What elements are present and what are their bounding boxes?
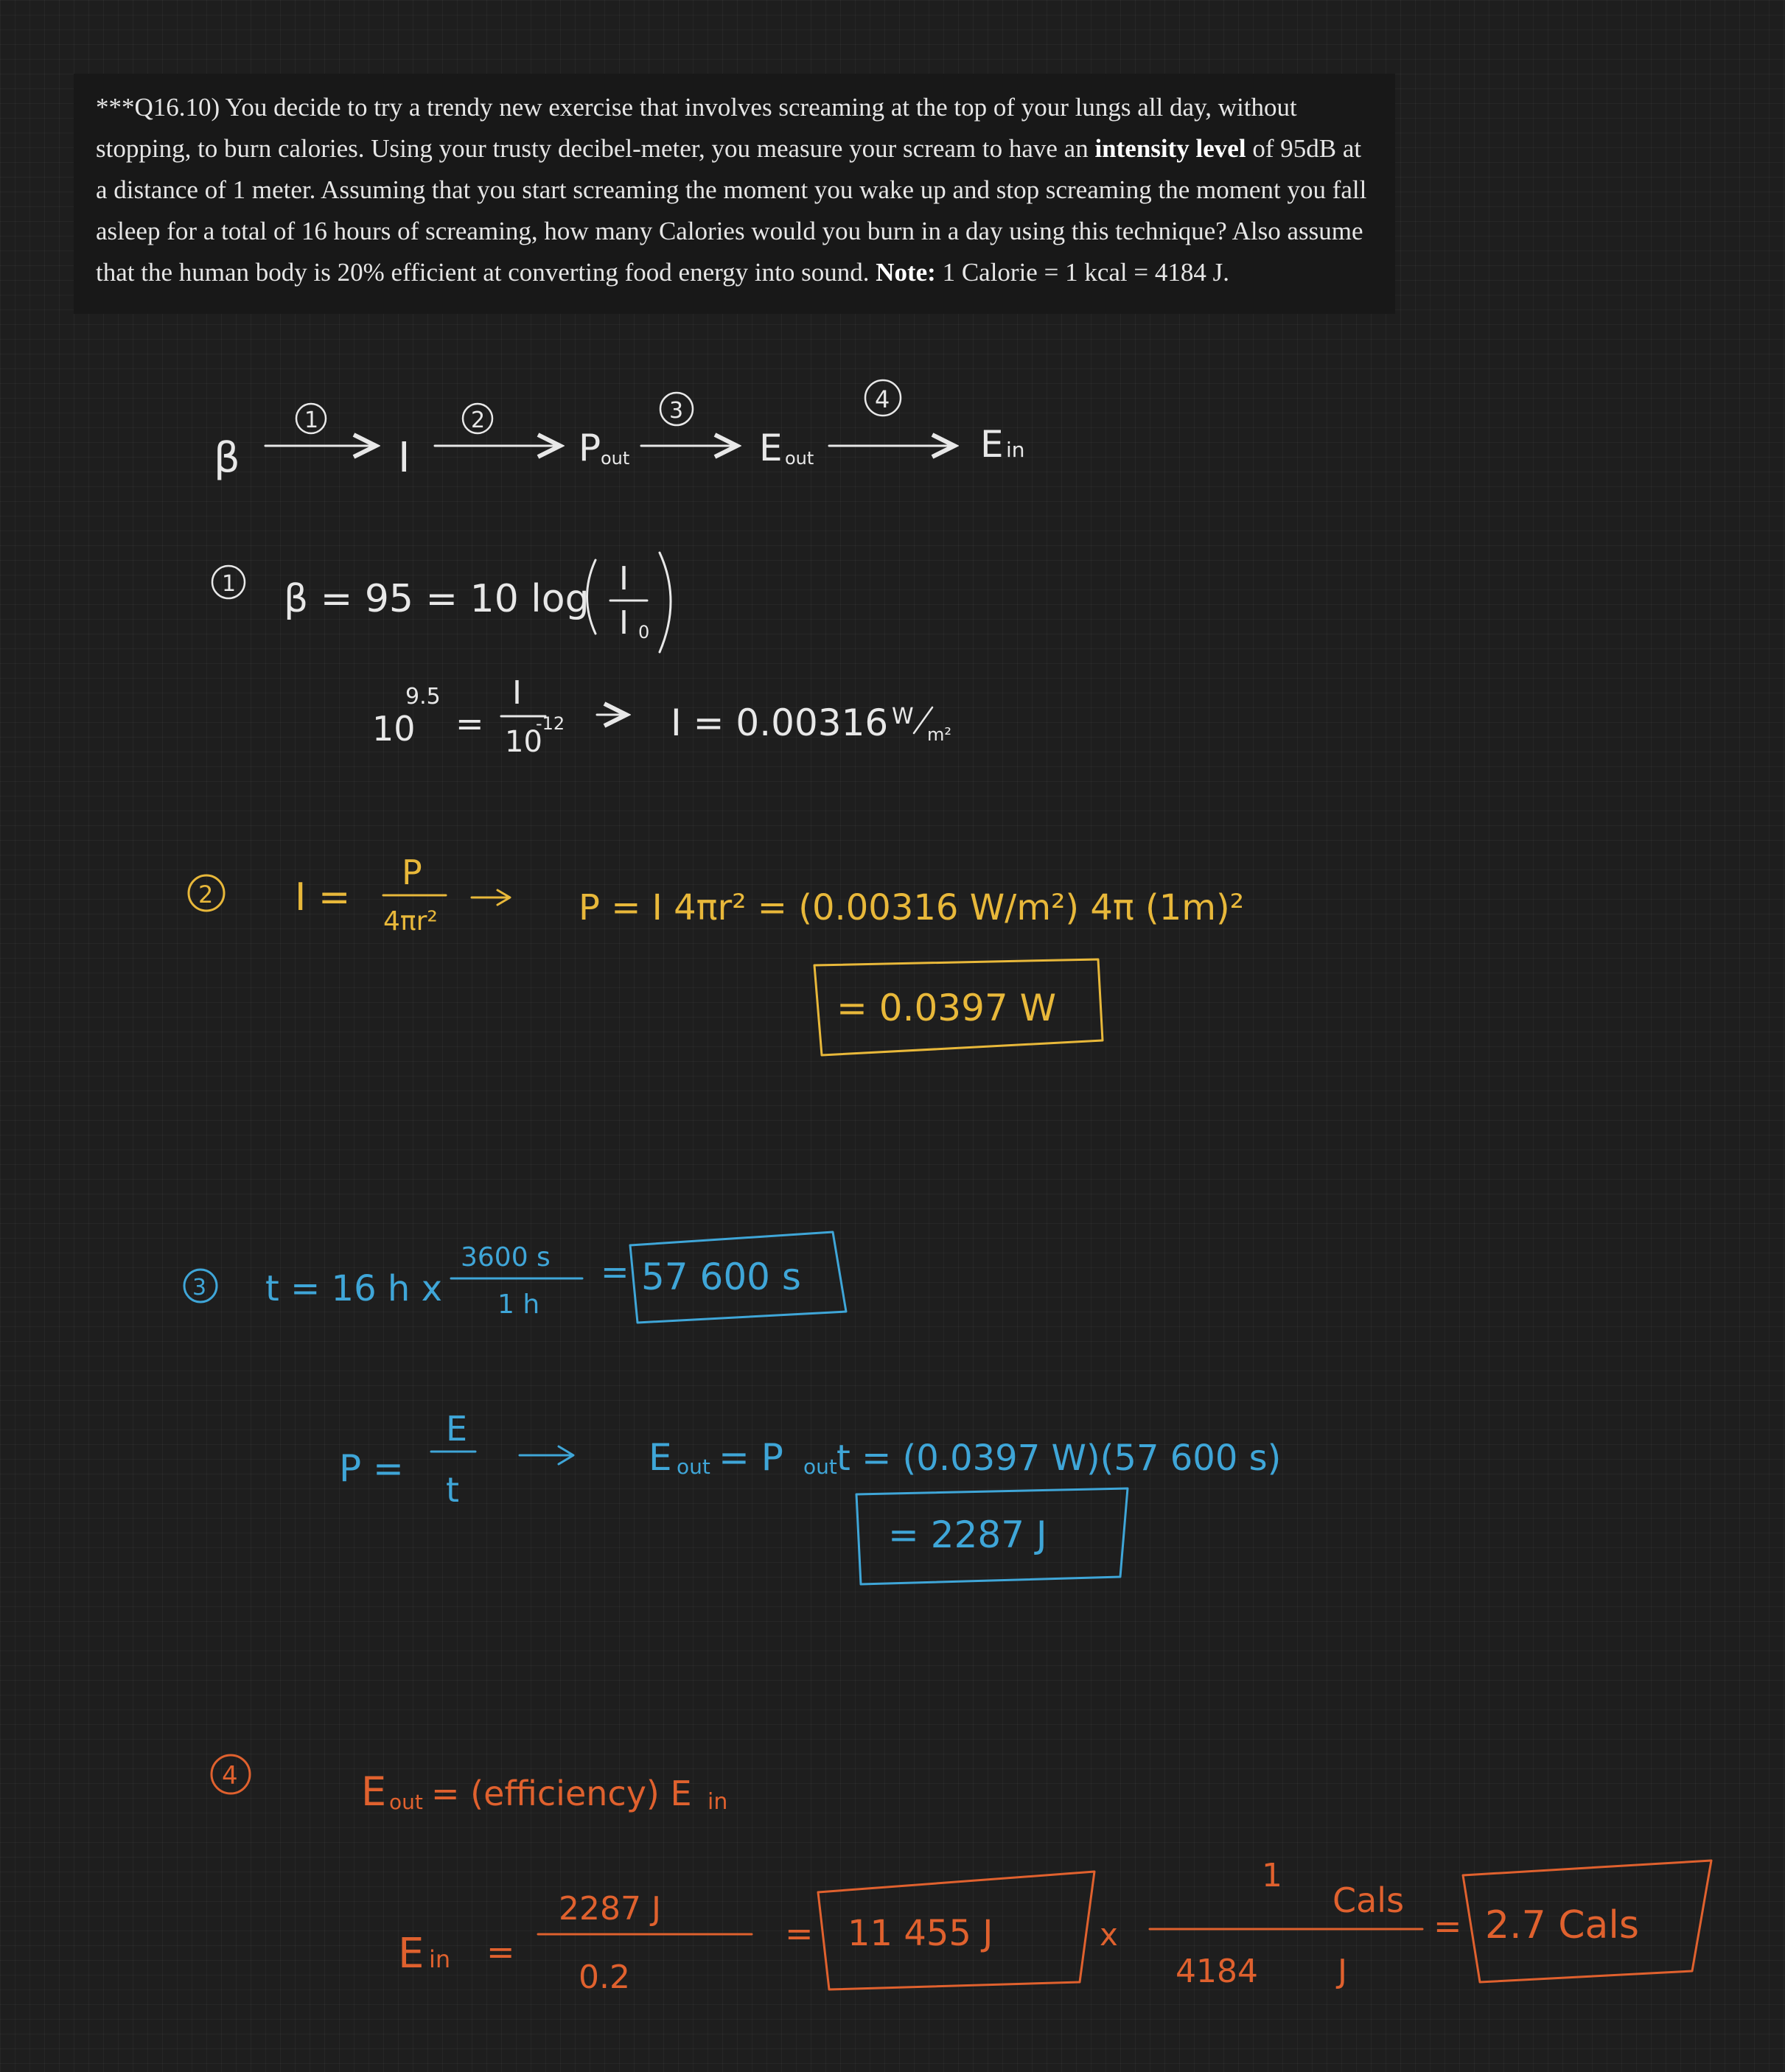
step-2-frac-den: 4πr²: [383, 906, 438, 937]
roadmap-beta: β: [214, 434, 240, 482]
step-4-final: 2.7 Cals: [1485, 1903, 1639, 1947]
problem-text-suffix: 1 Calorie = 1 kcal = 4184 J.: [935, 258, 1229, 287]
step-4-frac-den: 0.2: [579, 1959, 630, 1996]
step-3-eq-sign: =: [601, 1252, 629, 1292]
step-4-eq-E-sub: out: [389, 1790, 423, 1814]
roadmap-step-2: 2: [471, 407, 486, 433]
step-3-result: 57 600 s: [641, 1256, 801, 1298]
step-4-eq-rest: = (efficiency) E: [431, 1774, 692, 1813]
step-2-frac-num: P: [402, 853, 422, 892]
step-2: [189, 853, 1244, 1055]
step-4-eq-sign-2: =: [785, 1914, 814, 1953]
step-4-number: 4: [222, 1761, 238, 1791]
roadmap-P: P: [579, 427, 601, 469]
step-2-lhs: I =: [295, 875, 351, 920]
step-1-unit-num: W: [892, 704, 914, 729]
step-3-lhs: t = 16 h x: [265, 1268, 442, 1309]
roadmap-step-4: 4: [875, 385, 890, 413]
step-3-eq-E: E: [649, 1436, 672, 1479]
roadmap: [214, 380, 1025, 482]
step-3-eq-result: = 2287 J: [888, 1513, 1047, 1556]
step-3-eq-mid: = P: [719, 1436, 783, 1479]
step-1-rhs-den: 10: [505, 725, 542, 759]
roadmap-I: I: [398, 434, 411, 482]
roadmap-P-sub: out: [601, 448, 630, 469]
step-1-frac-den: I: [619, 604, 629, 642]
roadmap-step-3: 3: [669, 398, 684, 424]
step-4-times: x: [1100, 1917, 1118, 1953]
step-1-equation: β = 95 = 10 log: [284, 577, 590, 621]
step-1-unit-den: m²: [927, 724, 951, 745]
step-1-number: 1: [222, 571, 237, 597]
step-3-p-num: E: [446, 1409, 468, 1449]
problem-text-middle: of 95dB at a distance of 1 meter. Assuming that you start screaming the moment you wake up and stop screaming the moment you fall asleep for a total of 16 hours of screaming, how many Calories would you burn in a day using this technique? Also assume that the human body is 20% efficient at converting food energy into sound.: [96, 134, 1367, 287]
step-4: [212, 1755, 1711, 1996]
step-3-eq-E-sub: out: [677, 1455, 710, 1479]
step-1-exp: 9.5: [405, 684, 441, 710]
step-3-frac-den: 1 h: [497, 1289, 540, 1320]
roadmap-E: E: [759, 427, 783, 469]
roadmap-E-sub: out: [785, 448, 814, 469]
step-1-rhs-den-exp: -12: [536, 713, 565, 734]
step-1-base: 10: [372, 709, 416, 749]
step-3-frac-num: 3600 s: [461, 1242, 551, 1273]
step-1-result: I = 0.00316: [671, 701, 889, 744]
problem-text-prefix: ***Q16.10) You decide to try a trendy new exercise that involves screaming at the top of your lungs all day, without stopping, to burn calories. Using your trusty decibel-meter, you measure your scream to have an: [96, 93, 1297, 163]
step-3-p-den: t: [446, 1470, 460, 1510]
step-3-p-lhs: P =: [339, 1447, 404, 1490]
step-4-lhs: E: [398, 1930, 425, 1978]
step-4-conv-unit: Cals: [1332, 1880, 1405, 1920]
step-4-eq-E: E: [361, 1768, 387, 1815]
step-1-frac-den-sub: 0: [638, 622, 650, 643]
step-1-rhs-num: I: [512, 674, 522, 712]
step-3-eq-mid-sub: out: [803, 1455, 837, 1479]
problem-bold-note: Note:: [876, 258, 936, 287]
roadmap-Ein: E: [980, 423, 1004, 466]
step-1: [212, 553, 951, 759]
step-4-conv-num: 1: [1262, 1857, 1282, 1894]
step-2-number: 2: [198, 881, 214, 909]
step-2-result: = 0.0397 W: [836, 987, 1057, 1029]
roadmap-Ein-sub: in: [1006, 438, 1025, 462]
step-4-conv-den: 4184: [1176, 1953, 1258, 1990]
step-4-eq-rest-sub: in: [708, 1789, 728, 1815]
step-3-eq-rest: t = (0.0397 W)(57 600 s): [836, 1438, 1282, 1479]
step-4-frac-num: 2287 J: [559, 1890, 661, 1928]
step-1-eq: =: [455, 704, 484, 743]
step-4-eq-sign: =: [486, 1932, 515, 1972]
step-4-lhs-sub: in: [429, 1945, 451, 1973]
step-4-eq-sign-3: =: [1433, 1906, 1462, 1946]
step-4-result1: 11 455 J: [848, 1913, 993, 1954]
problem-bold-intensity: intensity level: [1094, 134, 1246, 163]
step-3: [184, 1232, 1281, 1584]
roadmap-step-1: 1: [304, 407, 319, 433]
step-3-number: 3: [192, 1275, 207, 1301]
step-2-equation: P = I 4πr² = (0.00316 W/m²) 4π (1m)²: [579, 887, 1245, 928]
step-4-conv-den-unit: J: [1338, 1953, 1347, 1990]
step-1-frac-num: I: [619, 560, 629, 598]
